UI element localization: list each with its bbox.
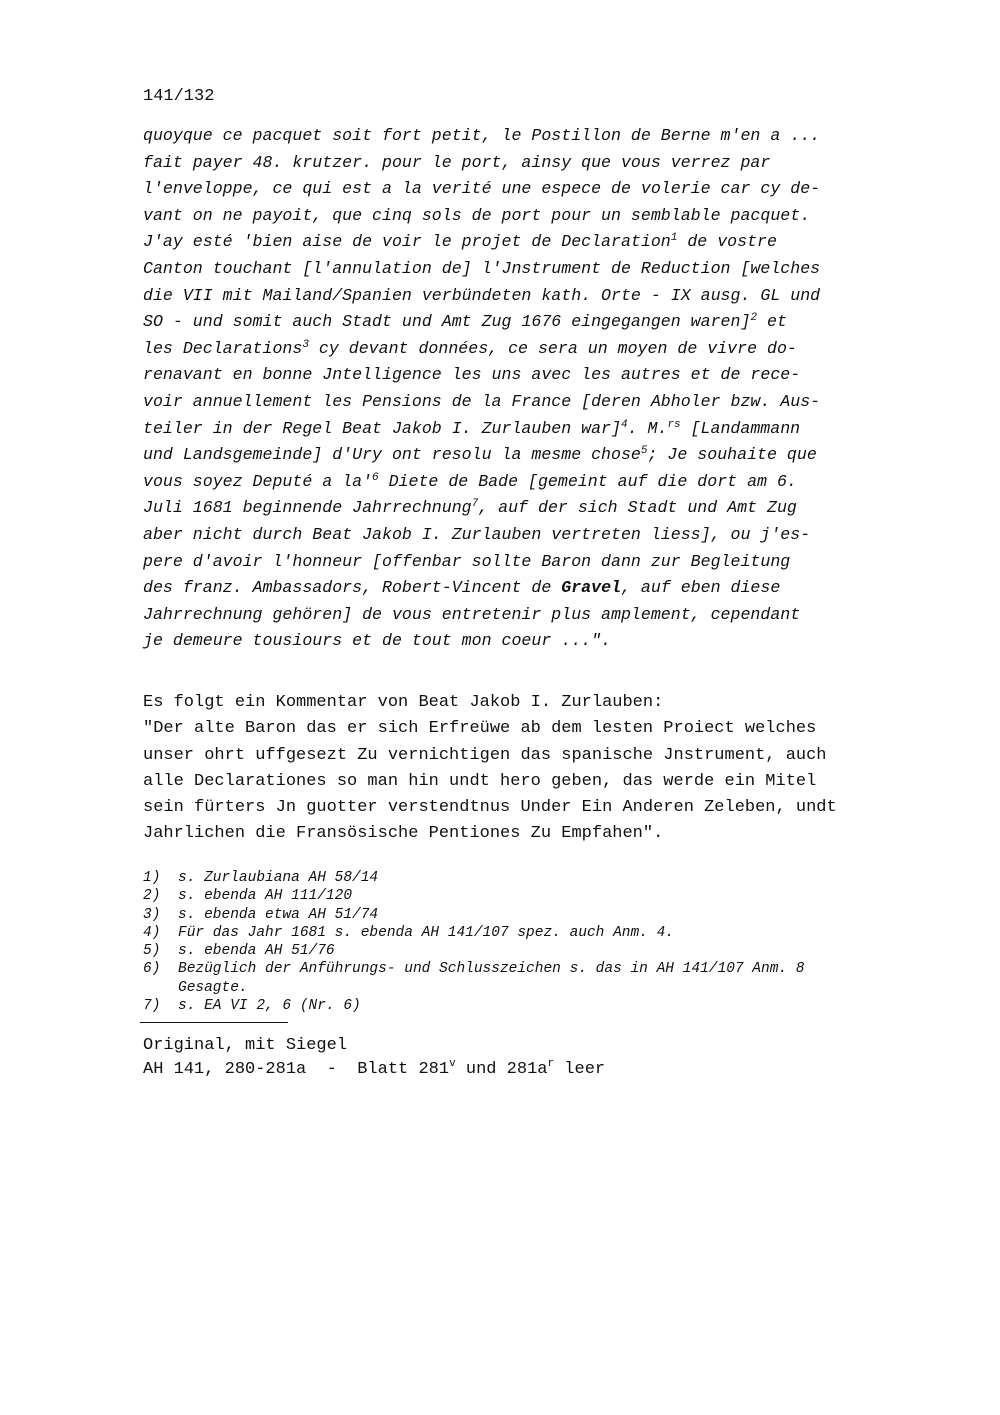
- letter-text-segment: fait payer 48. krutzer. pour le port, ainsy que vous verrez par: [143, 152, 771, 172]
- letter-text-segment: Jahrrechnung gehören] de vous entretenir plus amplement, cependant: [143, 604, 801, 624]
- letter-line: [143, 416, 923, 443]
- letter-line: [143, 602, 923, 629]
- letter-text-segment: cy devant données, ce sera un moyen de vivre do-: [308, 338, 797, 358]
- letter-text-segment: vous soyez Deputé a la': [143, 471, 373, 491]
- letter-line: [143, 203, 923, 230]
- letter-line: [143, 495, 923, 522]
- footnote-ref: 7: [471, 498, 479, 511]
- letter-line: [143, 522, 923, 549]
- commentary-line: Jahrlichen die Fransösische Pentiones Zu Empfahen".: [143, 824, 664, 844]
- footnote-number: 5): [143, 943, 161, 960]
- footnote-4: [143, 924, 923, 942]
- commentary-block: [143, 690, 923, 848]
- commentary-line: Es folgt ein Kommentar von Beat Jakob I. Zurlauben:: [143, 693, 664, 712]
- footnote-5: [143, 942, 923, 960]
- footnote-ref: 3: [302, 338, 309, 351]
- separator-rule: [140, 1022, 288, 1023]
- footnote-2: [143, 887, 923, 905]
- footnote-6-continuation: [143, 979, 923, 997]
- source-text-segment: und 281a: [455, 1060, 548, 1079]
- commentary-line: unser ohrt uffgesezt Zu vernichtigen das spanische Jnstrument, auch: [143, 745, 827, 765]
- letter-line: [143, 549, 923, 576]
- letter-text-segment: l'enveloppe, ce qui est a la verité une espece de volerie car cy de-: [143, 179, 821, 199]
- letter-text-segment: Diete de Bade [gemeint auf die dort am 6.: [378, 471, 797, 491]
- letter-line: [143, 336, 923, 363]
- letter-text-segment: de vostre: [677, 232, 777, 252]
- letter-text-segment: [Landammann: [680, 418, 801, 438]
- letter-line: [143, 283, 923, 310]
- letter-text-segment: aber nicht durch Beat Jakob I. Zurlauben vertreten liess], ou j'es-: [143, 524, 811, 544]
- source-line-1: Original, mit Siegel: [143, 1036, 348, 1055]
- letter-line: [143, 229, 923, 256]
- footnotes: [143, 869, 923, 1015]
- footnote-ref: 4: [620, 418, 628, 431]
- footnote-number: 2): [143, 888, 161, 905]
- letter-text-segment: vant on ne payoit, que cinq sols de port pour un semblable pacquet.: [143, 205, 811, 225]
- source-text-segment: AH 141, 280-281a - Blatt 281: [143, 1060, 450, 1079]
- commentary-line: alle Declarationes so man hin undt hero geben, das werde ein Mitel: [143, 771, 817, 791]
- source-text-segment: leer: [554, 1060, 606, 1079]
- letter-text-segment: Juli 1681 beginnende Jahrrechnung: [143, 498, 472, 518]
- footnote-ref: 2: [750, 312, 758, 325]
- footnote-text: s. ebenda etwa AH 51/74: [178, 906, 379, 923]
- letter-text-segment: les Declarations: [143, 338, 303, 358]
- letter-line: [143, 628, 923, 655]
- footnote-6: [143, 960, 923, 978]
- letter-line: [143, 256, 923, 283]
- footnote-row: [143, 869, 923, 906]
- letter-text-segment: des franz. Ambassadors, Robert-Vincent de: [143, 578, 562, 598]
- footnote-text: s. ebenda AH 51/76: [178, 943, 335, 960]
- letter-text-segment: teiler in der Regel Beat Jakob I. Zurlauben war]: [143, 418, 621, 438]
- letter-line: [143, 150, 923, 177]
- letter-line: [143, 442, 923, 469]
- abbreviation-superscript: rs: [667, 418, 681, 431]
- letter-text-segment: pere d'avoir l'honneur [offenbar sollte Baron dann zur Begleitung: [143, 551, 791, 571]
- letter-text-segment: quoyque ce pacquet soit fort petit, le Postillon de Berne m'en a ...: [143, 126, 821, 145]
- footnote-ref: 6: [372, 471, 379, 484]
- letter-line: [143, 575, 923, 602]
- letter-text-segment: Canton touchant [l'annulation de] l'Jnstrument de Reduction [welches: [143, 258, 821, 278]
- letter-text-segment: renavant en bonne Jntelligence les uns avec les autres et de rece-: [143, 365, 801, 385]
- footnote-1: [143, 869, 923, 887]
- footnote-text: s. Zurlaubiana AH 58/14: [178, 870, 379, 886]
- footnote-text: Gesagte.: [178, 979, 248, 996]
- footnote-3: [143, 906, 923, 924]
- recto-superscript: r: [547, 1058, 555, 1070]
- footnote-number: 6): [143, 961, 161, 978]
- footnote-text: Für das Jahr 1681 s. ebenda AH 141/107 spez. auch Anm. 4.: [178, 924, 674, 941]
- footnote-indent: [143, 979, 178, 997]
- source-note: [143, 1034, 605, 1082]
- letter-line: [143, 389, 923, 416]
- footnote-text: s. EA VI 2, 6 (Nr. 6): [178, 998, 361, 1015]
- letter-line: [143, 362, 923, 389]
- letter-line: [143, 309, 923, 336]
- letter-text-segment: die VII mit Mailand/Spanien verbündeten kath. Orte - IX ausg. GL und: [143, 285, 821, 305]
- footnote-7: [143, 997, 923, 1015]
- footnote-text: s. ebenda AH 111/120: [178, 888, 353, 905]
- footnote-number: 3): [143, 906, 161, 923]
- source-line-2: [143, 1058, 605, 1082]
- letter-text-segment: . M.: [627, 418, 668, 438]
- letter-text-segment: SO - und somit auch Stadt und Amt Zug 1676 eingegangen waren]: [143, 312, 751, 332]
- letter-text: [143, 123, 923, 655]
- letter-text-segment: , auf eben diese: [620, 578, 781, 598]
- footnote-number: 1): [143, 870, 161, 886]
- letter-text-segment: , auf der sich Stadt und Amt Zug: [478, 498, 797, 518]
- letter-text-segment: J'ay esté 'bien aise de voir le projet de Declaration: [143, 232, 671, 252]
- letter-text-segment: et: [757, 312, 787, 332]
- verso-superscript: v: [449, 1058, 456, 1070]
- letter-line: [143, 469, 923, 496]
- footnote-number: 7): [143, 998, 161, 1015]
- commentary-line: sein fürters Jn guotter verstendtnus Under Ein Anderen Zeleben, undt: [143, 798, 837, 818]
- letter-text-segment: ; Je souhaite que: [647, 445, 817, 465]
- letter-text-segment: und Landsgemeinde] d'Ury ont resolu la mesme chose: [143, 445, 641, 465]
- bold-name: Gravel: [561, 578, 621, 598]
- footnote-text: Bezüglich der Anführungs- und Schlusszeichen s. das in AH 141/107 Anm. 8: [178, 961, 805, 978]
- footnote-ref: 1: [670, 232, 678, 245]
- footnote-ref: 5: [640, 445, 648, 458]
- footnote-number: 4): [143, 924, 161, 941]
- letter-line: [143, 176, 923, 203]
- letter-text-segment: voir annuellement les Pensions de la France [deren Abholer bzw. Aus-: [143, 391, 821, 411]
- commentary-line: "Der alte Baron das er sich Erfreüwe ab dem lesten Proiect welches: [143, 719, 817, 739]
- page-number: 141/132: [143, 87, 215, 106]
- letter-line: [143, 123, 923, 150]
- letter-text-segment: je demeure tousiours et de tout mon coeur ...".: [143, 631, 612, 651]
